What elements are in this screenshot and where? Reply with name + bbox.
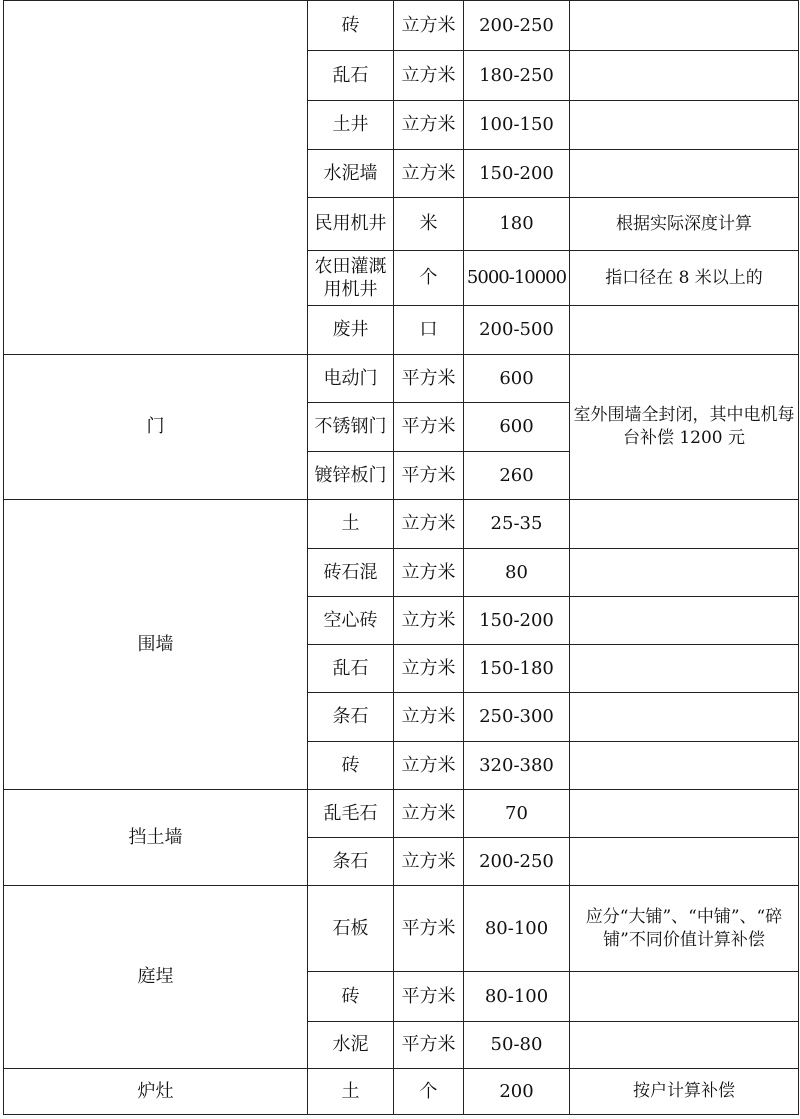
table-row [4,355,799,403]
item-cell: 镀锌板门 [308,452,394,500]
note-cell [570,500,799,549]
item-cell: 石板 [308,886,394,972]
item-cell: 砖 [308,1,394,51]
item-cell: 水泥 [308,1022,394,1069]
unit-cell: 口 [394,306,464,355]
item-cell: 乱毛石 [308,790,394,838]
price-cell: 150-200 [464,597,570,645]
price-cell: 200-250 [464,1,570,51]
note-cell [570,1022,799,1069]
unit-cell: 立方米 [394,693,464,742]
unit-cell: 平方米 [394,452,464,500]
item-cell: 砖 [308,972,394,1022]
unit-cell: 米 [394,198,464,251]
price-cell: 250-300 [464,693,570,742]
note-cell [570,693,799,742]
note-cell [570,549,799,597]
price-cell: 200-500 [464,306,570,355]
price-cell: 25-35 [464,500,570,549]
unit-cell: 立方米 [394,51,464,101]
item-cell: 土 [308,500,394,549]
unit-cell: 平方米 [394,1022,464,1069]
price-cell: 70 [464,790,570,838]
item-cell: 空心砖 [308,597,394,645]
price-cell: 150-200 [464,150,570,198]
unit-cell: 立方米 [394,597,464,645]
table-row [4,790,799,838]
price-cell: 80 [464,549,570,597]
unit-cell: 立方米 [394,549,464,597]
unit-cell: 平方米 [394,403,464,452]
item-cell: 民用机井 [308,198,394,251]
unit-cell: 立方米 [394,645,464,693]
price-cell: 600 [464,403,570,452]
note-cell [570,645,799,693]
unit-cell: 平方米 [394,886,464,972]
price-cell: 50-80 [464,1022,570,1069]
price-cell: 200-250 [464,838,570,886]
note-cell: 指口径在 8 米以上的 [570,251,799,306]
unit-cell: 立方米 [394,101,464,150]
category-cell: 围墙 [4,500,308,790]
unit-cell: 平方米 [394,355,464,403]
item-cell: 土 [308,1069,394,1115]
item-cell: 不锈钢门 [308,403,394,452]
table-row [4,1,799,51]
note-cell: 根据实际深度计算 [570,198,799,251]
item-cell: 砖石混 [308,549,394,597]
unit-cell: 立方米 [394,150,464,198]
note-cell [570,742,799,790]
note-cell: 应分“大铺”、“中铺”、“碎铺”不同价值计算补偿 [570,886,799,972]
price-cell: 80-100 [464,886,570,972]
price-cell: 5000-10000 [464,251,570,306]
price-cell: 80-100 [464,972,570,1022]
note-cell: 按户计算补偿 [570,1069,799,1115]
note-cell [570,306,799,355]
unit-cell: 立方米 [394,790,464,838]
note-cell [570,597,799,645]
unit-cell: 个 [394,1069,464,1115]
item-cell: 电动门 [308,355,394,403]
unit-cell: 立方米 [394,742,464,790]
note-cell [570,150,799,198]
item-cell: 乱石 [308,645,394,693]
item-cell: 条石 [308,838,394,886]
table-row [4,500,799,549]
note-cell [570,790,799,838]
compensation-price-table [3,0,799,1115]
price-cell: 260 [464,452,570,500]
note-cell [570,101,799,150]
price-cell: 180 [464,198,570,251]
item-cell: 废井 [308,306,394,355]
item-cell: 土井 [308,101,394,150]
item-cell: 水泥墙 [308,150,394,198]
price-cell: 180-250 [464,51,570,101]
item-cell: 乱石 [308,51,394,101]
category-cell: 挡土墙 [4,790,308,886]
category-cell-continued [4,1,308,355]
table-row [4,886,799,972]
note-cell: 室外围墙全封闭，其中电机每台补偿 1200 元 [570,355,799,500]
compensation-table-sheet [3,0,798,1115]
unit-cell: 个 [394,251,464,306]
unit-cell: 立方米 [394,1,464,51]
item-cell: 农田灌溉用机井 [308,251,394,306]
unit-cell: 立方米 [394,838,464,886]
note-cell [570,972,799,1022]
note-cell [570,51,799,101]
price-cell: 320-380 [464,742,570,790]
category-cell: 炉灶 [4,1069,308,1115]
price-cell: 200 [464,1069,570,1115]
item-cell: 条石 [308,693,394,742]
table-row [4,1069,799,1115]
note-cell [570,1,799,51]
unit-cell: 立方米 [394,500,464,549]
price-cell: 100-150 [464,101,570,150]
category-cell: 庭埕 [4,886,308,1069]
category-cell: 门 [4,355,308,500]
item-cell: 砖 [308,742,394,790]
price-cell: 600 [464,355,570,403]
price-cell: 150-180 [464,645,570,693]
unit-cell: 平方米 [394,972,464,1022]
note-cell [570,838,799,886]
